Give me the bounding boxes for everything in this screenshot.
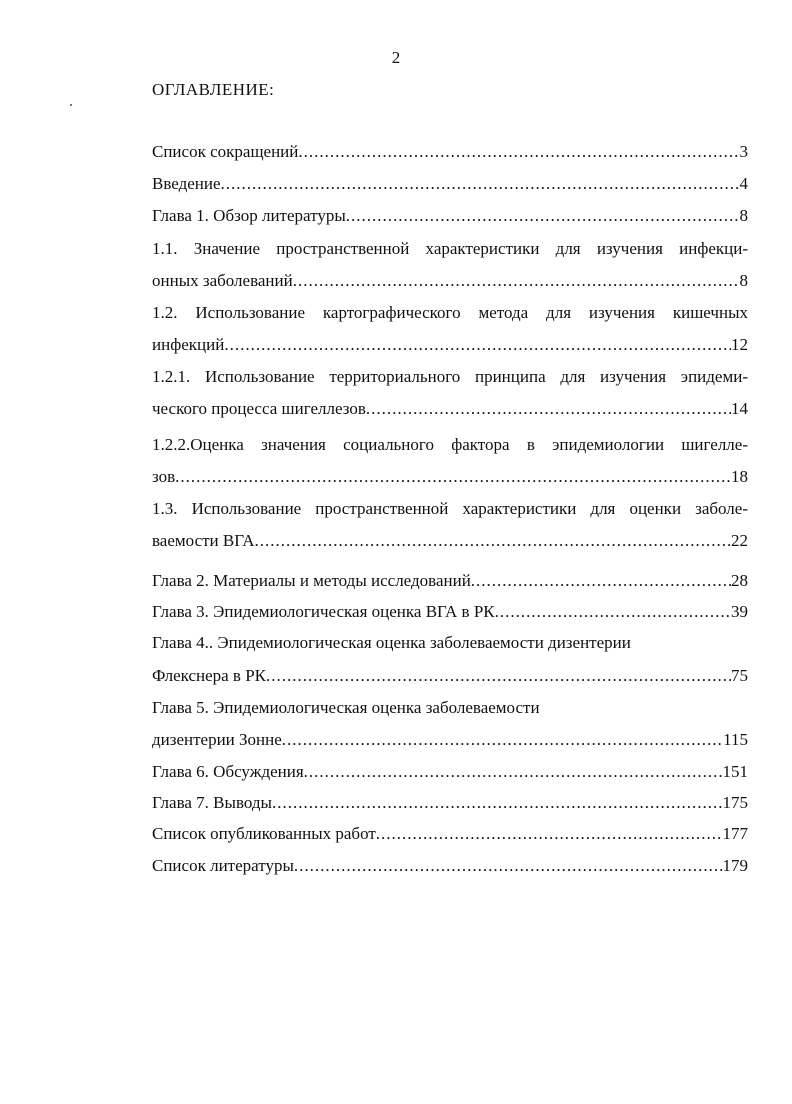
- toc-entry[interactable]: [152, 570, 748, 592]
- toc-entry[interactable]: [152, 729, 748, 751]
- toc-entry[interactable]: [152, 205, 748, 227]
- toc-entry-line1[interactable]: Глава 5. Эпидемиологическая оценка заболеваемости: [152, 698, 540, 717]
- toc-entry[interactable]: [152, 601, 748, 623]
- toc-entry-page: 4: [739, 174, 748, 193]
- toc-entry[interactable]: [152, 665, 748, 687]
- toc-entry-title: Введение: [152, 174, 221, 193]
- toc-entry-title: Глава 3. Эпидемиологическая оценка ВГА в РК: [152, 602, 495, 621]
- toc-entry-page: 175: [722, 793, 748, 812]
- toc-entry[interactable]: [152, 334, 748, 356]
- toc-entry-title: дизентерии Зонне: [152, 730, 282, 749]
- toc-entry-page: 28: [731, 571, 748, 590]
- toc-entry-page: 115: [723, 730, 748, 749]
- toc-entry[interactable]: [152, 761, 748, 783]
- toc-entry-title: Список сокращений: [152, 142, 299, 161]
- toc-entry[interactable]: [152, 530, 748, 552]
- toc-entry-page: 39: [731, 602, 748, 621]
- toc-entry-title: ческого процесса шигеллезов: [152, 399, 366, 418]
- toc-entry[interactable]: [152, 792, 748, 814]
- toc-entry-title: Глава 7. Выводы: [152, 793, 272, 812]
- toc-entry-title: Глава 1. Обзор литературы: [152, 206, 346, 225]
- dot-leader: [366, 398, 731, 420]
- toc-entry-page: 179: [722, 856, 748, 875]
- dot-leader: [224, 334, 731, 356]
- toc-entry[interactable]: [152, 855, 748, 877]
- toc-entry-page: 22: [731, 531, 748, 550]
- toc-entry-page: 12: [731, 335, 748, 354]
- toc-entry-line1[interactable]: 1.2.2.Оценка значения социального фактора в эпидемиологии шигелле-: [152, 435, 748, 454]
- toc-entry-line1[interactable]: 1.1. Значение пространственной характеристики для изучения инфекци-: [152, 239, 748, 258]
- dot-leader: [471, 570, 731, 592]
- dot-leader: [495, 601, 731, 623]
- toc-entry-page: 3: [739, 142, 748, 161]
- toc-entry[interactable]: [152, 823, 748, 845]
- dot-leader: [266, 665, 731, 687]
- toc-entry-title: Список опубликованных работ: [152, 824, 376, 843]
- toc-entry-page: 75: [731, 666, 748, 685]
- toc-entry-page: 8: [739, 206, 748, 225]
- dot-leader: [272, 792, 723, 814]
- toc-entry-title: зов: [152, 467, 176, 486]
- dot-leader: [294, 855, 723, 877]
- dot-leader: [346, 205, 740, 227]
- scan-speck: [70, 104, 72, 106]
- page-number: 2: [391, 48, 401, 67]
- toc-entry-title: онных заболеваний: [152, 271, 293, 290]
- toc-entry-title: Список литературы: [152, 856, 294, 875]
- dot-leader: [221, 173, 740, 195]
- dot-leader: [255, 530, 732, 552]
- dot-leader: [304, 761, 723, 783]
- toc-entry-line1[interactable]: Глава 4.. Эпидемиологическая оценка заболеваемости дизентерии: [152, 633, 631, 652]
- dot-leader: [175, 466, 731, 488]
- toc-entry-title: Флекснера в РК: [152, 666, 267, 685]
- toc-entry-title: Глава 2. Материалы и методы исследований: [152, 571, 471, 590]
- toc-entry[interactable]: [152, 173, 748, 195]
- toc-entry[interactable]: [152, 141, 748, 163]
- toc-entry[interactable]: [152, 270, 748, 292]
- toc-entry[interactable]: [152, 398, 748, 420]
- dot-leader: [293, 270, 740, 292]
- toc-entry-page: 177: [722, 824, 748, 843]
- toc-entry-line1[interactable]: 1.3. Использование пространственной характеристики для оценки заболе-: [152, 499, 748, 518]
- dot-leader: [376, 823, 723, 845]
- toc-entry-line1[interactable]: 1.2.1. Использование территориального принципа для изучения эпидеми-: [152, 367, 748, 386]
- dot-leader: [282, 729, 723, 751]
- toc-title: ОГЛАВЛЕНИЕ:: [152, 80, 275, 99]
- toc-entry-page: 151: [722, 762, 748, 781]
- toc-entry-page: 18: [731, 467, 748, 486]
- toc-entry-page: 8: [739, 271, 748, 290]
- toc-entry-line1[interactable]: 1.2. Использование картографического метода для изучения кишечных: [152, 303, 748, 322]
- toc-entry-title: ваемости ВГА: [152, 531, 255, 550]
- toc-entry[interactable]: [152, 466, 748, 488]
- toc-entry-title: Глава 6. Обсуждения: [152, 762, 304, 781]
- toc-entry-page: 14: [731, 399, 748, 418]
- toc-entry-title: инфекций: [152, 335, 225, 354]
- dot-leader: [298, 141, 739, 163]
